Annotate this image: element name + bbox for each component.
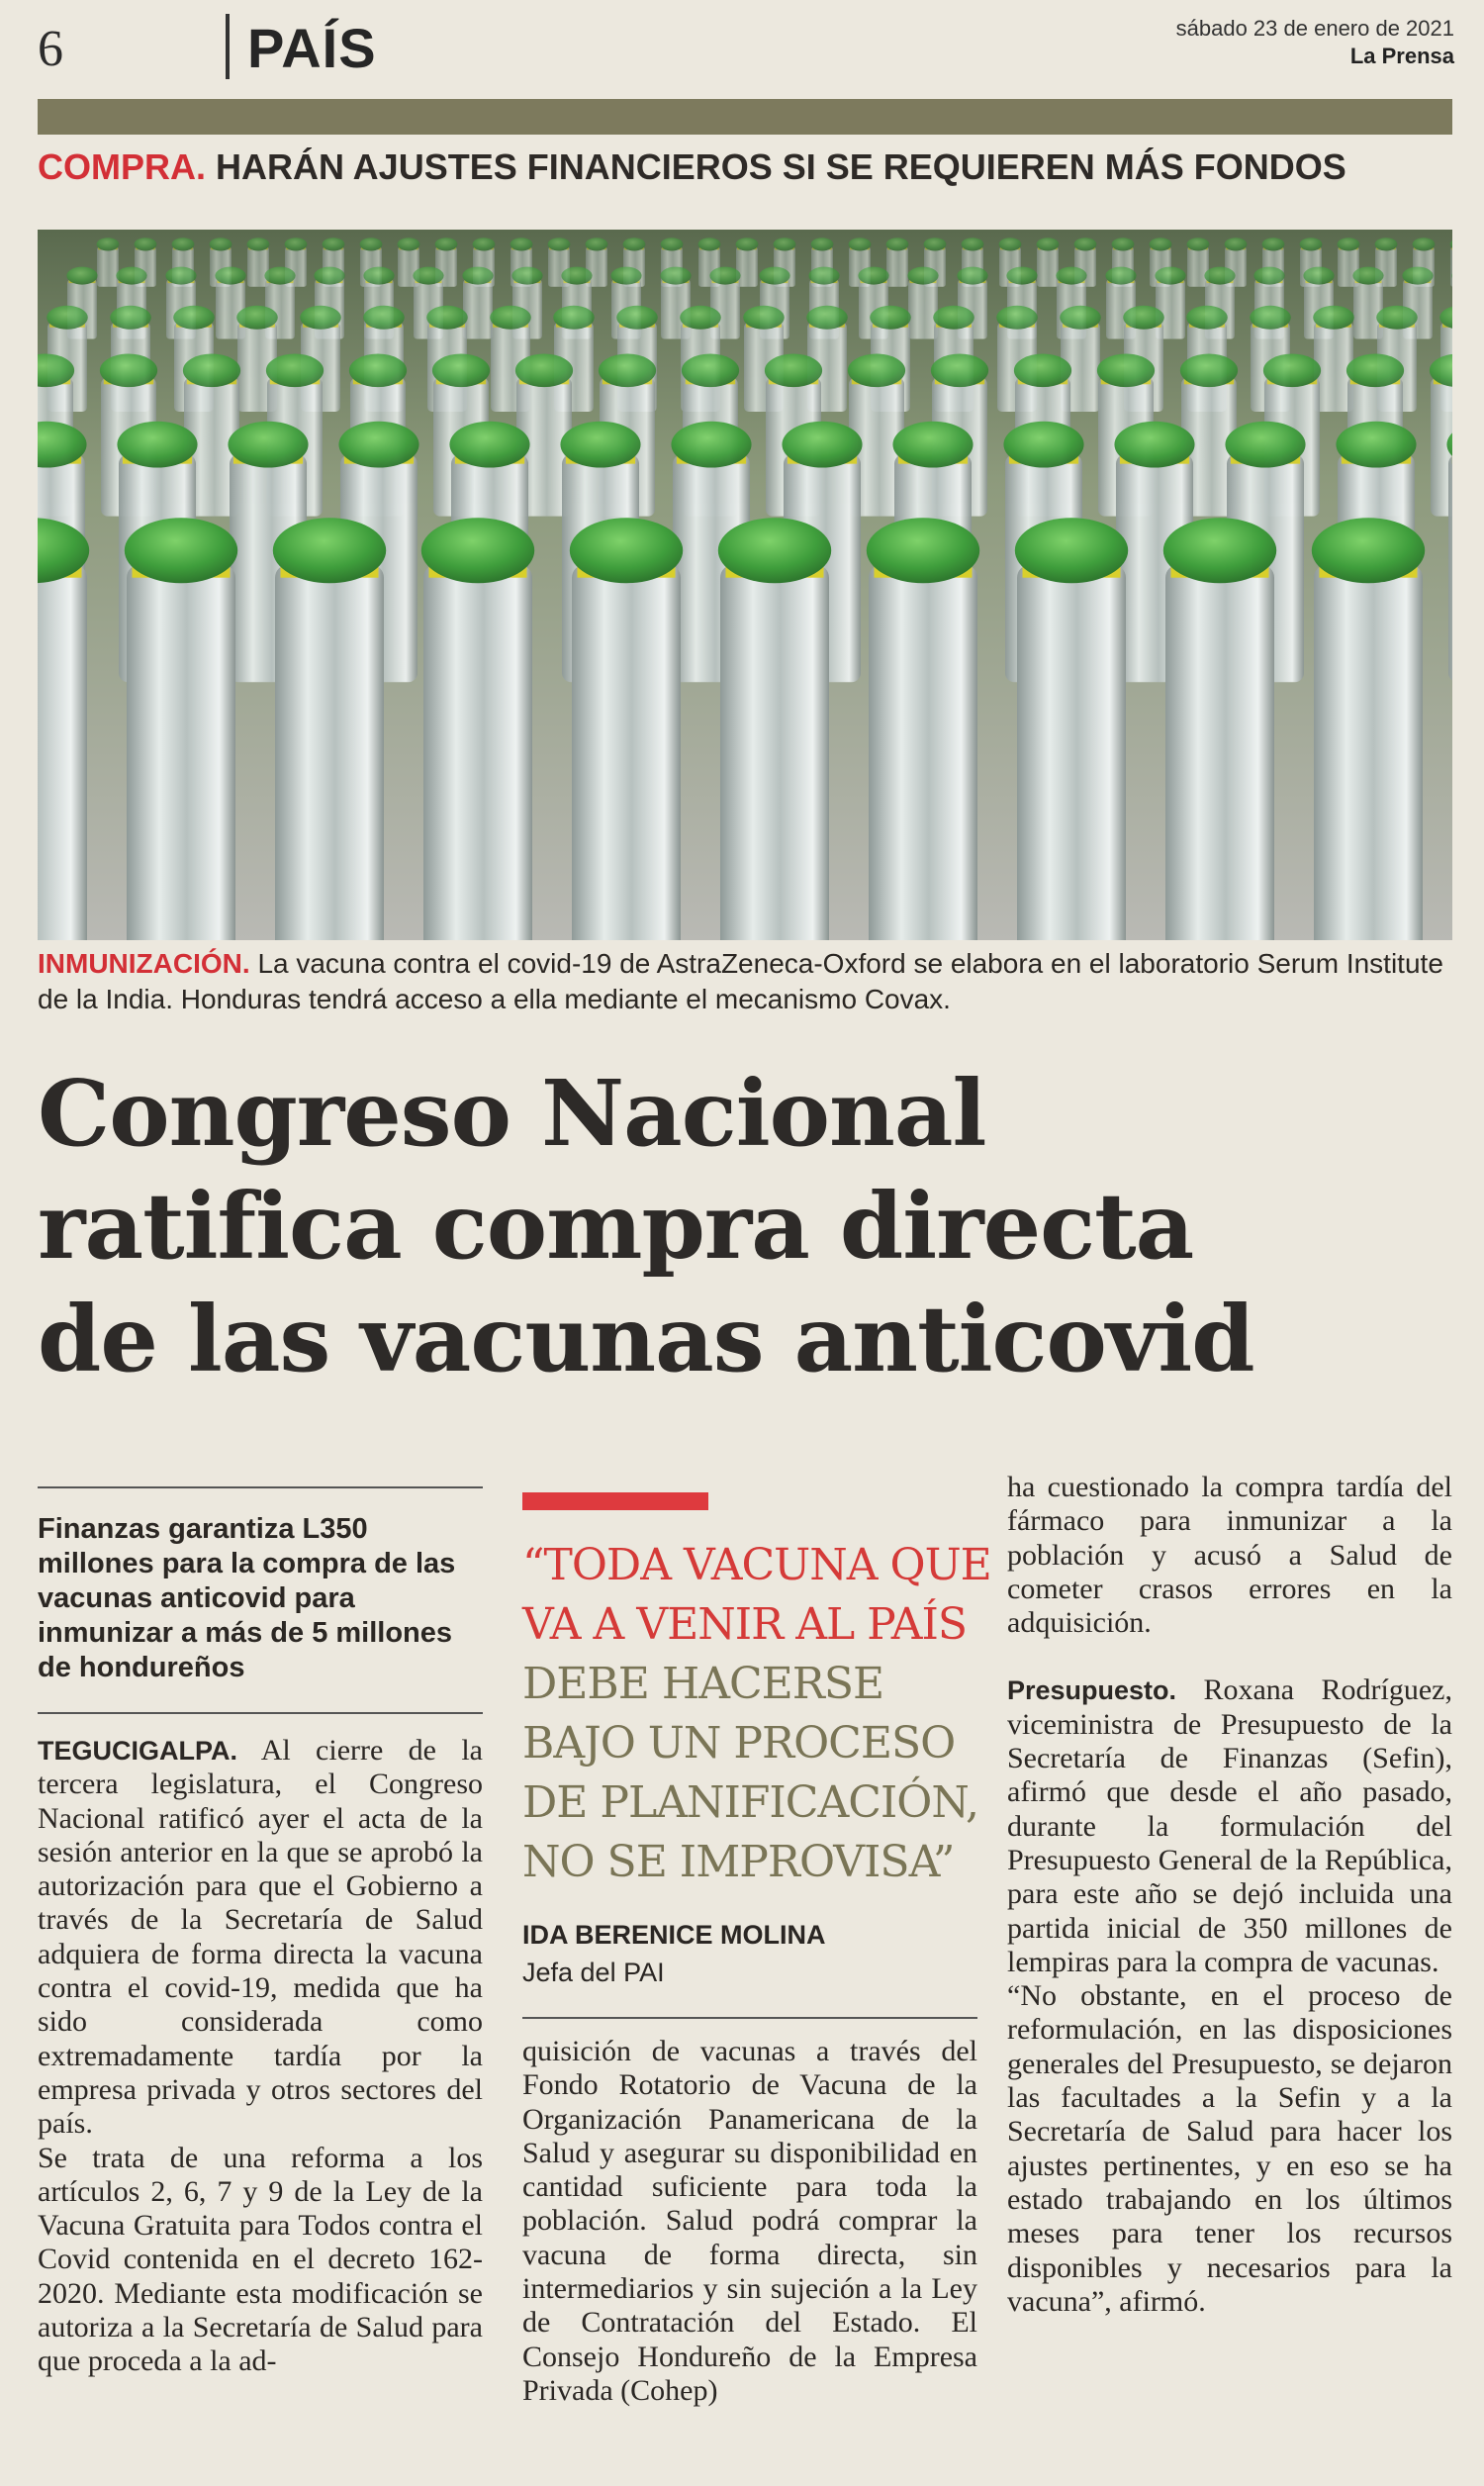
vial [38,518,89,940]
quote-line: VA A VENIR AL PAÍS [522,1599,968,1650]
vial [1312,518,1425,940]
quote-line: BAJO UN PROCESO [522,1718,956,1769]
section-name: PAÍS [247,17,377,79]
caption-text: La vacuna contra el covid-19 de AstraZeneca-Oxford se elabora en el laboratorio Serum Institute de la India. Honduras tendrá acceso a ella mediante el mecanismo Covax. [38,948,1443,1014]
subhead: Presupuesto. [1007,1675,1177,1706]
headline-line: de las vacunas anticovid [38,1286,1254,1392]
kicker-text: HARÁN AJUSTES FINANCIEROS SI SE REQUIEREN MÁS FONDOS [216,146,1346,187]
article-column-1 [38,1734,483,2379]
paragraph-text: Al cierre de la tercera legislatura, el Congreso Nacional ratificó ayer el acta de la sesión anterior en la que se aprobó la autorización para que el Gobierno a través de la Secretaría de Salud adquiera de forma directa la vacuna contra el covid-19, medida que ha sido considerada como extremadamente tardía por la empresa privada y otros sectores del país. [38,1734,483,2141]
vial [886,238,909,286]
headline-line: ratifica compra directa [38,1173,1194,1280]
vial [1015,518,1128,940]
vial [421,518,534,940]
vial [867,518,979,940]
kicker [38,146,1346,188]
photo-caption [38,946,1452,1017]
vaccine-vials-photo [38,230,1452,940]
summary-deck: Finanzas garantiza L350 millones para la compra de las vacunas anticovid para inmunizar a más de 5 millones de hondureños [38,1513,456,1683]
quote-line: DEBE HACERSE [522,1659,884,1709]
headline-line: Congreso Nacional [38,1060,986,1167]
divider [38,1486,483,1488]
paragraph-text: Roxana Rodríguez, viceministra de Presupuesto de la Secretaría de Finanzas (Sefin), afirmó que desde el año pasado, durante la formulación del Presupuesto General de la República, para este año se dejó incluida una partida inicial de 350 millones de lempiras para la compra de vacunas. [1007,1673,1452,1978]
vial [1037,238,1060,286]
quote-line: “TODA VACUNA QUE [522,1540,991,1590]
caption-label: INMUNIZACIÓN. [38,948,250,979]
vial [718,518,831,940]
article-column-2 [522,2035,977,2408]
page-number: 6 [38,21,63,77]
quote-line: DE PLANIFICACIÓN, [522,1777,979,1828]
paragraph: quisición de vacunas a través del Fondo Rotatorio de Vacuna de la Organización Panamericana de la Salud y asegurar su disponibilidad en cantidad suficiente para toda la población. Salud podrá comprar la vacuna de forma directa, sin intermediarios y sin sujeción a la Ley de Contratación del Estado. El Consejo Hondureño de la Empresa Privada (Cohep) [522,2035,977,2407]
divider [522,2017,977,2019]
section-banner [38,99,1452,135]
quote-line: NO SE IMPROVISA” [522,1837,955,1887]
quote-author-role: Jefa del PAI [522,1958,665,1987]
vial [273,518,386,940]
paragraph [1007,1673,1452,1979]
dateline: TEGUCIGALPA. [38,1736,237,1766]
vial [570,518,683,940]
vial [97,238,120,286]
pull-quote-red [522,1536,991,1655]
divider [38,1712,483,1714]
vial [1163,518,1276,940]
kicker-label: COMPRA. [38,146,206,187]
headline [38,1057,1462,1395]
quote-accent-bar [522,1492,708,1510]
publication-date: sábado 23 de enero de 2021 [1175,16,1454,41]
vial [907,267,938,339]
section-divider [226,14,230,79]
paragraph: ha cuestionado la compra tardía del fármaco para inmunizar a la población y acusó a Salud de cometer crasos errores en la adquisición. [1007,1471,1452,1640]
paragraph: “No obstante, en el proceso de reformulación, en las disposiciones generales del Presupuesto, se dejaron las facultades a la Sefin y a la Secretaría de Salud para hacer los ajustes pertinentes, y en eso se ha estado trabajando en los últimos meses para tener los recursos disponibles y necesarios para la vacuna”, afirmó. [1007,1979,1452,2318]
article-column-3 [1007,1471,1452,2319]
pull-quote-olive [522,1655,987,1892]
quote-author: IDA BERENICE MOLINA [522,1920,826,1950]
publication-name: La Prensa [1349,44,1454,68]
paragraph: Se trata de una reforma a los artículos 2, 6, 7 y 9 de la Ley de la Vacuna Gratuita para Todos contra el Covid contenida en el decreto 162-2020. Mediante esta modificación se autoriza a la Secretaría de Salud para que proceda a la ad- [38,2141,483,2378]
paragraph [38,1734,483,2142]
vials-illustration [38,230,1452,940]
vial [462,267,493,339]
vial [125,518,237,940]
